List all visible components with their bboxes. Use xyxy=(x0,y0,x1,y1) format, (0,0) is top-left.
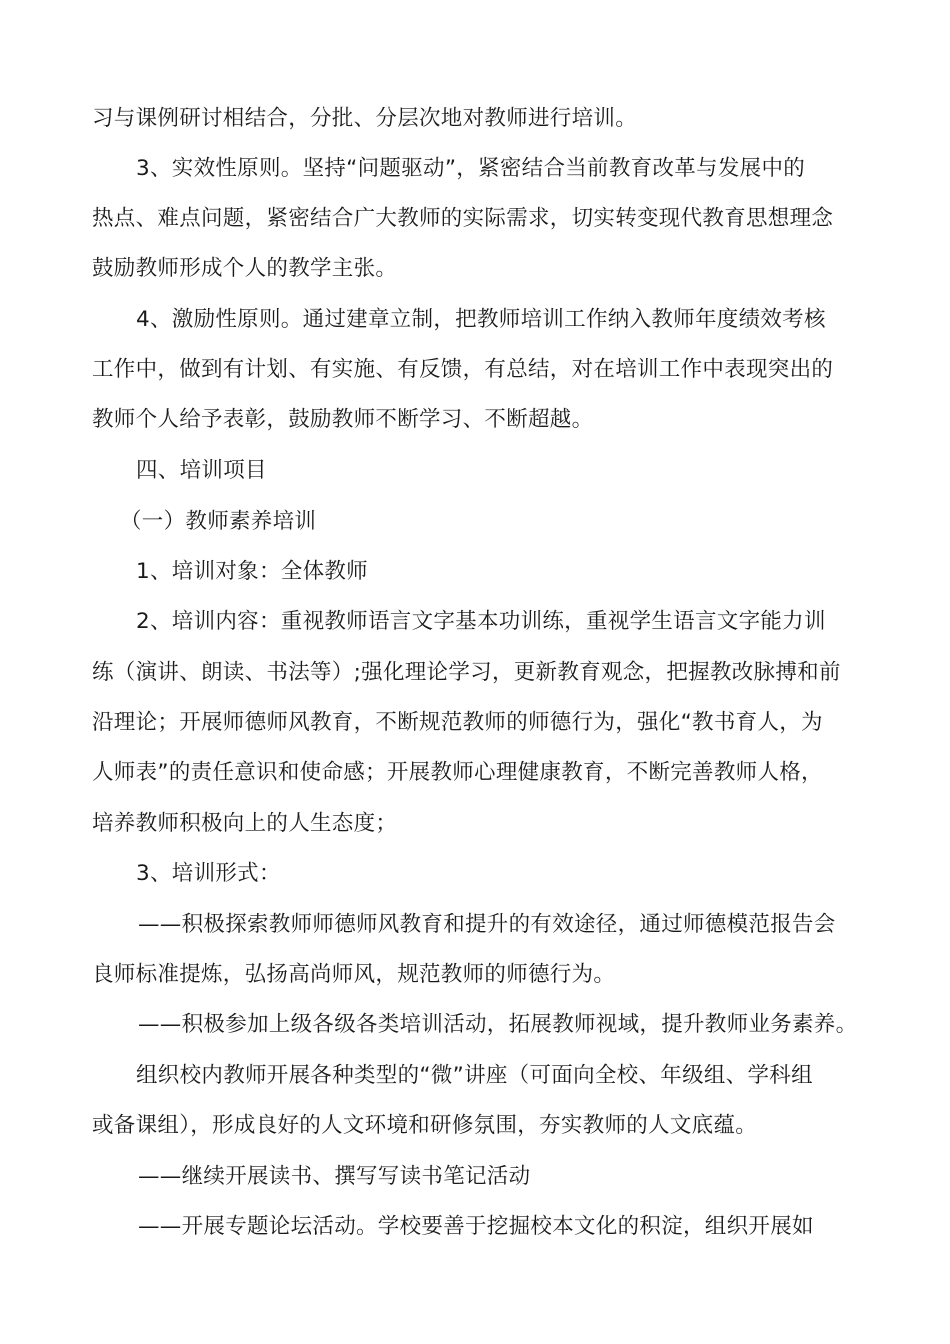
paragraph-line: 人师表”的责任意识和使命感；开展教师心理健康教育，不断完善教师人格， xyxy=(92,760,823,785)
paragraph-line: ——开展专题论坛活动。学校要善于挖掘校本文化的积淀，组织开展如 xyxy=(138,1214,814,1239)
paragraph-line: 培养教师积极向上的人生态度； xyxy=(92,811,398,836)
paragraph-line: 4、激励性原则。通过建章立制，把教师培训工作纳入教师年度绩效考核 xyxy=(136,307,826,332)
paragraph-line: 3、实效性原则。坚持“问题驱动”，紧密结合当前教育改革与发展中的 xyxy=(136,156,806,181)
paragraph-line: 热点、难点问题，紧密结合广大教师的实际需求，切实转变现代教育思想理念 xyxy=(92,206,834,231)
section-heading: 四、培训项目 xyxy=(136,458,267,483)
paragraph-line: ——继续开展读书、撰写写读书笔记活动 xyxy=(138,1164,531,1189)
paragraph-line: 练（演讲、朗读、书法等）;强化理论学习，更新教育观念，把握教改脉搏和前 xyxy=(92,660,841,685)
paragraph-line: 或备课组），形成良好的人文环境和研修氛围，夯实教师的人文底蕴。 xyxy=(92,1113,758,1138)
paragraph-line: 工作中，做到有计划、有实施、有反馈，有总结，对在培训工作中表现突出的 xyxy=(92,357,834,382)
paragraph-line: 3、培训形式： xyxy=(136,861,281,886)
paragraph-line: 教师个人给予表彰，鼓励教师不断学习、不断超越。 xyxy=(92,407,594,432)
paragraph-line: 1、培训对象：全体教师 xyxy=(136,559,368,584)
paragraph-line: 2、培训内容：重视教师语言文字基本功训练，重视学生语言文字能力训 xyxy=(136,609,826,634)
paragraph-line: 良师标准提炼，弘扬高尚师风，规范教师的师德行为。 xyxy=(92,962,616,987)
paragraph-line: 鼓励教师形成个人的教学主张。 xyxy=(92,256,398,281)
paragraph-line: 习与课例研讨相结合，分批、分层次地对教师进行培训。 xyxy=(92,106,638,131)
subsection-heading: （一）教师素养培训 xyxy=(120,509,317,534)
paragraph-line: 沿理论；开展师德师风教育，不断规范教师的师德行为，强化“教书育人，为 xyxy=(92,710,823,735)
paragraph-line: ——积极参加上级各级各类培训活动，拓展教师视域，提升教师业务素养。 xyxy=(138,1012,858,1037)
paragraph-line: 组织校内教师开展各种类型的“微”讲座（可面向全校、年级组、学科组 xyxy=(136,1063,813,1088)
paragraph-line: ——积极探索教师师德师风教育和提升的有效途径，通过师德模范报告会 xyxy=(138,912,836,937)
